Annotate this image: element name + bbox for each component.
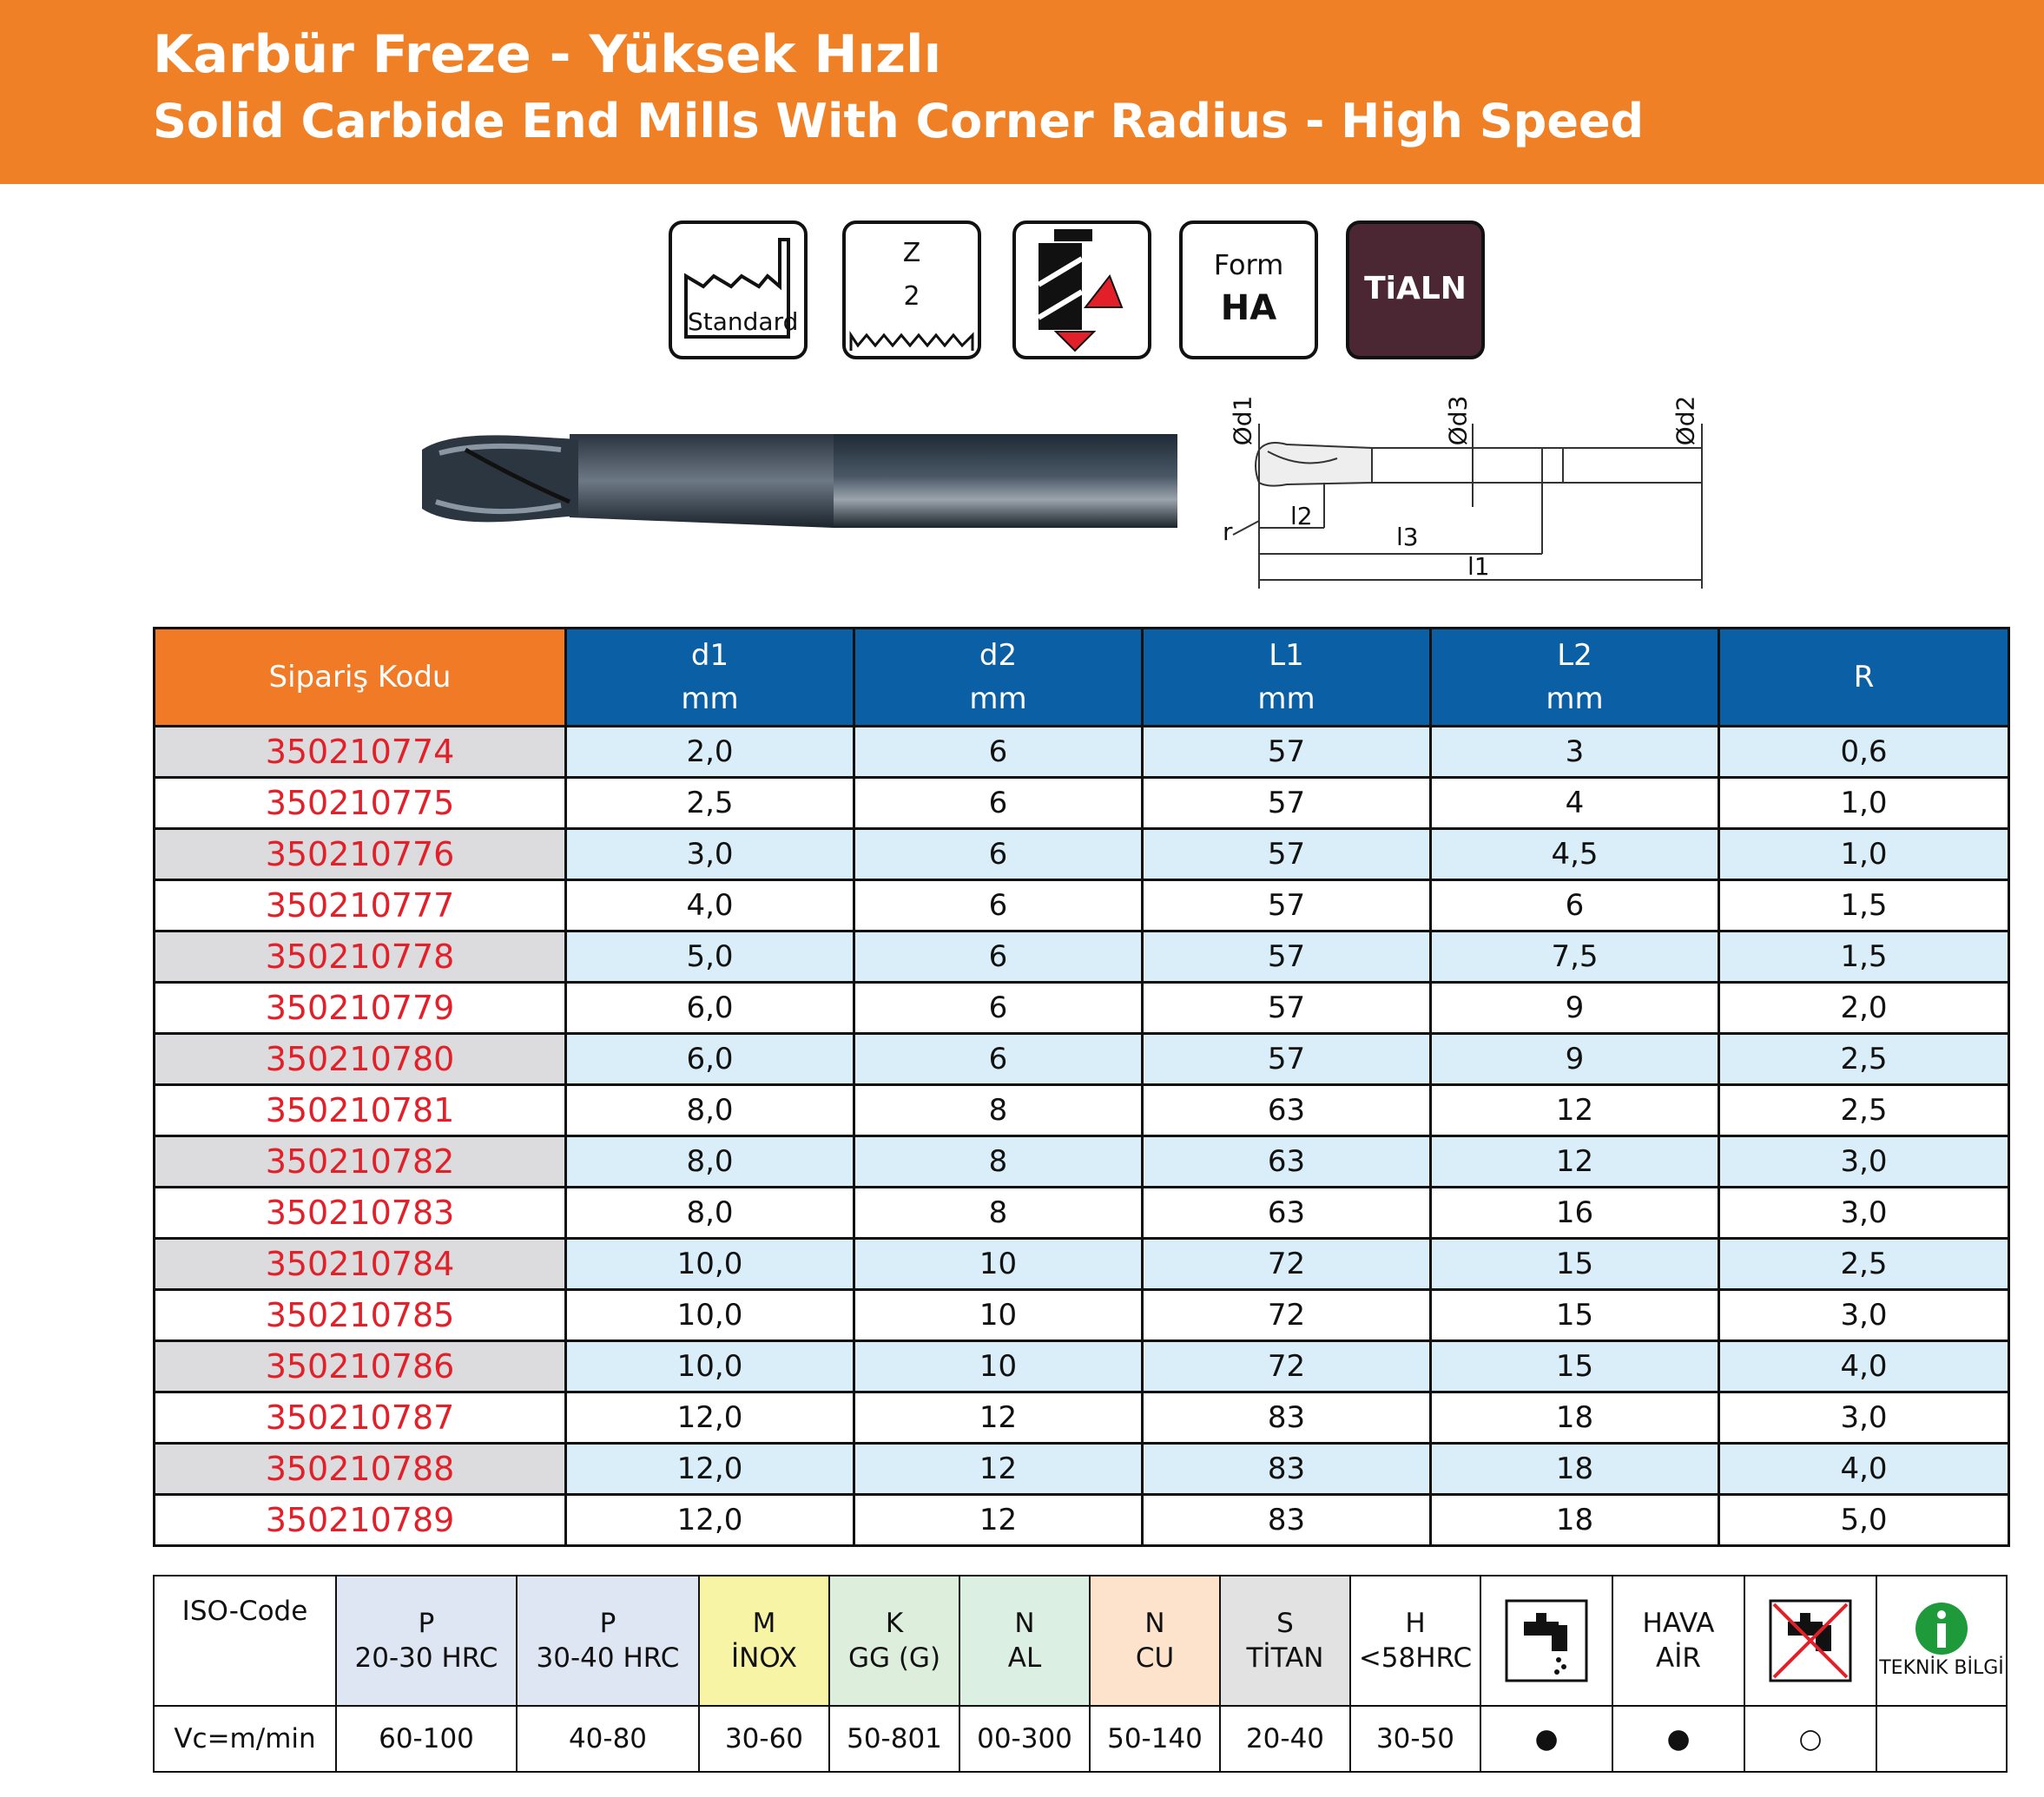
- cell-d1: 5,0: [566, 931, 854, 983]
- dry-vc: ○: [1744, 1706, 1876, 1772]
- cell-L2: 4: [1431, 778, 1719, 829]
- header-banner: [0, 0, 2044, 184]
- cell-R: 3,0: [1719, 1136, 2009, 1188]
- cell-d2: 12: [854, 1495, 1143, 1546]
- cell-d1: 10,0: [566, 1239, 854, 1290]
- coolant-vc: ●: [1480, 1706, 1612, 1772]
- product-table: [153, 627, 2010, 1547]
- cell-d1: 2,5: [566, 778, 854, 829]
- title-english: Solid Carbide End Mills With Corner Radius - High Speed: [153, 94, 1645, 148]
- iso-material-letter: N: [1144, 1608, 1165, 1639]
- header-d2-unit: mm: [969, 681, 1027, 716]
- air-vc: ●: [1612, 1706, 1744, 1772]
- form-label: Form: [1213, 248, 1284, 281]
- cell-code: 350210785: [155, 1290, 566, 1341]
- dimension-diagram: [1207, 380, 1745, 597]
- cell-L2: 12: [1431, 1085, 1719, 1136]
- cell-code: 350210788: [155, 1444, 566, 1495]
- iso-material-letter: P: [599, 1608, 616, 1639]
- z-value: 2: [903, 281, 920, 312]
- cell-d2: 8: [854, 1188, 1143, 1239]
- cell-L2: 9: [1431, 983, 1719, 1034]
- table-header-row: [155, 629, 2009, 727]
- cell-L2: 15: [1431, 1341, 1719, 1392]
- cell-code: 350210780: [155, 1034, 566, 1085]
- cell-L2: 4,5: [1431, 829, 1719, 880]
- vc-value: 00-300: [959, 1706, 1090, 1772]
- cell-R: 2,5: [1719, 1239, 2009, 1290]
- iso-material-cell: [336, 1576, 517, 1706]
- form-value: HA: [1220, 288, 1277, 328]
- iso-code-text: ISO-Code: [181, 1596, 308, 1627]
- iso-material-letter: H: [1405, 1608, 1426, 1639]
- cell-d2: 12: [854, 1444, 1143, 1495]
- info-icon[interactable]: [1914, 1601, 1969, 1656]
- cell-code: 350210784: [155, 1239, 566, 1290]
- air-top: HAVA: [1642, 1608, 1715, 1639]
- table-row: [155, 829, 2009, 880]
- table-row: [155, 1136, 2009, 1188]
- z-label: Z: [902, 238, 921, 268]
- iso-vc-row: [154, 1706, 2007, 1772]
- table-row: [155, 880, 2009, 931]
- cell-code: 350210777: [155, 880, 566, 931]
- iso-material-letter: S: [1276, 1608, 1294, 1639]
- vc-value: 30-60: [699, 1706, 829, 1772]
- cell-d1: 8,0: [566, 1136, 854, 1188]
- vc-value: 50-801: [829, 1706, 959, 1772]
- table-row: [155, 1392, 2009, 1444]
- iso-material-cell: [1220, 1576, 1350, 1706]
- coolant-icon-cell: [1480, 1576, 1612, 1706]
- cell-L1: 83: [1143, 1392, 1431, 1444]
- cell-d1: 8,0: [566, 1188, 854, 1239]
- cell-R: 1,0: [1719, 778, 2009, 829]
- iso-material-cell: [699, 1576, 829, 1706]
- header-d1: [566, 629, 854, 727]
- cell-R: 3,0: [1719, 1188, 2009, 1239]
- cell-d1: 4,0: [566, 880, 854, 931]
- cell-L2: 12: [1431, 1136, 1719, 1188]
- cell-L1: 57: [1143, 727, 1431, 778]
- vc-value: 30-50: [1350, 1706, 1480, 1772]
- vc-value: 20-40: [1220, 1706, 1350, 1772]
- cell-d2: 8: [854, 1136, 1143, 1188]
- cell-R: 2,5: [1719, 1085, 2009, 1136]
- coating-label: TiALN: [1364, 271, 1467, 306]
- cell-code: 350210776: [155, 829, 566, 880]
- cell-d1: 2,0: [566, 727, 854, 778]
- end-mill-photo: [413, 415, 1177, 543]
- iso-material-letter: K: [885, 1608, 904, 1639]
- cell-L1: 63: [1143, 1188, 1431, 1239]
- table-row: [155, 1495, 2009, 1546]
- cell-R: 1,5: [1719, 880, 2009, 931]
- table-row: [155, 1239, 2009, 1290]
- cell-R: 2,5: [1719, 1034, 2009, 1085]
- cell-d1: 6,0: [566, 1034, 854, 1085]
- table-row: [155, 1034, 2009, 1085]
- iso-material-desc: 20-30 HRC: [354, 1642, 498, 1674]
- vc-value: 40-80: [517, 1706, 699, 1772]
- standard-icon: [669, 221, 808, 359]
- table-row: [155, 1290, 2009, 1341]
- diagram-l1-label: l1: [1467, 552, 1490, 581]
- technical-info-cell[interactable]: [1876, 1576, 2007, 1706]
- cell-L1: 57: [1143, 931, 1431, 983]
- cell-d2: 8: [854, 1085, 1143, 1136]
- cell-L1: 72: [1143, 1239, 1431, 1290]
- cell-code: 350210789: [155, 1495, 566, 1546]
- iso-code-label: [154, 1576, 336, 1706]
- iso-material-desc: CU: [1135, 1642, 1175, 1674]
- iso-material-desc: AL: [1007, 1642, 1042, 1674]
- iso-material-cell: [1090, 1576, 1220, 1706]
- header-L2-label: L2: [1557, 638, 1592, 673]
- header-L1-unit: mm: [1257, 681, 1315, 716]
- cell-d2: 6: [854, 829, 1143, 880]
- iso-material-cell: [959, 1576, 1090, 1706]
- table-row: [155, 1085, 2009, 1136]
- iso-material-letter: P: [418, 1608, 435, 1639]
- cell-L1: 57: [1143, 1034, 1431, 1085]
- vc-value: 60-100: [336, 1706, 517, 1772]
- cell-code: 350210781: [155, 1085, 566, 1136]
- cutting-direction-icon: [1012, 221, 1151, 359]
- cell-code: 350210786: [155, 1341, 566, 1392]
- cell-d1: 10,0: [566, 1341, 854, 1392]
- cell-code: 350210775: [155, 778, 566, 829]
- coating-tialn-icon: [1346, 221, 1485, 359]
- header-d2-label: d2: [979, 638, 1018, 673]
- cell-L2: 9: [1431, 1034, 1719, 1085]
- iso-material-cell: [517, 1576, 699, 1706]
- table-row: [155, 1341, 2009, 1392]
- cell-L1: 57: [1143, 778, 1431, 829]
- diagram-d2-label: Ød2: [1671, 395, 1700, 446]
- header-L1-label: L1: [1269, 638, 1304, 673]
- cell-L1: 72: [1143, 1341, 1431, 1392]
- cell-L2: 18: [1431, 1392, 1719, 1444]
- cell-code: 350210782: [155, 1136, 566, 1188]
- cell-L1: 83: [1143, 1495, 1431, 1546]
- table-row: [155, 1444, 2009, 1495]
- cell-d2: 6: [854, 983, 1143, 1034]
- info-vc-empty: [1876, 1706, 2007, 1772]
- technical-info-label: TEKNİK BİLGİ: [1879, 1657, 2004, 1679]
- cell-d2: 6: [854, 880, 1143, 931]
- cell-R: 3,0: [1719, 1392, 2009, 1444]
- cell-R: 5,0: [1719, 1495, 2009, 1546]
- vc-value: 50-140: [1090, 1706, 1220, 1772]
- cell-d2: 10: [854, 1341, 1143, 1392]
- cell-L2: 16: [1431, 1188, 1719, 1239]
- no-coolant-icon: [1769, 1599, 1852, 1682]
- iso-cutting-speed-table: [153, 1575, 2008, 1773]
- diagram-d1-label: Ød1: [1228, 395, 1257, 446]
- cell-L2: 18: [1431, 1444, 1719, 1495]
- cell-d2: 6: [854, 931, 1143, 983]
- iso-material-desc: 30-40 HRC: [536, 1642, 680, 1674]
- cell-L2: 7,5: [1431, 931, 1719, 983]
- cell-d1: 3,0: [566, 829, 854, 880]
- header-d1-label: d1: [690, 638, 729, 673]
- header-L2-unit: mm: [1546, 681, 1604, 716]
- cell-L1: 57: [1143, 880, 1431, 931]
- air-cell: [1612, 1576, 1744, 1706]
- cell-R: 4,0: [1719, 1444, 2009, 1495]
- iso-material-desc: TİTAN: [1246, 1642, 1324, 1674]
- flutes-icon: [842, 221, 981, 359]
- coolant-tap-icon: [1505, 1599, 1588, 1682]
- cell-code: 350210774: [155, 727, 566, 778]
- cell-L1: 72: [1143, 1290, 1431, 1341]
- cell-d1: 12,0: [566, 1444, 854, 1495]
- iso-material-letter: N: [1014, 1608, 1035, 1639]
- cell-d1: 12,0: [566, 1392, 854, 1444]
- cell-code: 350210783: [155, 1188, 566, 1239]
- header-L1: [1143, 629, 1431, 727]
- diagram-l3-label: l3: [1396, 523, 1419, 551]
- dry-icon-cell: [1744, 1576, 1876, 1706]
- iso-material-row: [154, 1576, 2007, 1706]
- cell-L1: 57: [1143, 829, 1431, 880]
- standard-label: Standard: [688, 307, 799, 336]
- header-order-code: Sipariş Kodu: [155, 629, 566, 727]
- vc-label: Vc=m/min: [154, 1706, 336, 1772]
- cell-L2: 6: [1431, 880, 1719, 931]
- iso-material-cell: [1350, 1576, 1480, 1706]
- cell-L1: 57: [1143, 983, 1431, 1034]
- air-bottom: AİR: [1656, 1642, 1701, 1674]
- iso-material-cell: [829, 1576, 959, 1706]
- cell-d1: 12,0: [566, 1495, 854, 1546]
- diagram-l2-label: l2: [1290, 502, 1313, 530]
- table-row: [155, 931, 2009, 983]
- table-row: [155, 778, 2009, 829]
- cell-L2: 15: [1431, 1239, 1719, 1290]
- header-d2: [854, 629, 1143, 727]
- diagram-d3-label: Ød3: [1443, 395, 1473, 446]
- table-row: [155, 983, 2009, 1034]
- iso-material-letter: M: [752, 1608, 776, 1639]
- cell-L2: 3: [1431, 727, 1719, 778]
- cell-code: 350210787: [155, 1392, 566, 1444]
- cell-L1: 83: [1143, 1444, 1431, 1495]
- header-d1-unit: mm: [681, 681, 739, 716]
- header-R: R: [1719, 629, 2009, 727]
- cell-R: 1,0: [1719, 829, 2009, 880]
- cell-L1: 63: [1143, 1136, 1431, 1188]
- cell-d1: 6,0: [566, 983, 854, 1034]
- cell-d1: 8,0: [566, 1085, 854, 1136]
- cell-L1: 63: [1143, 1085, 1431, 1136]
- cell-d2: 6: [854, 727, 1143, 778]
- cell-d2: 6: [854, 1034, 1143, 1085]
- form-ha-icon: [1179, 221, 1318, 359]
- cell-R: 4,0: [1719, 1341, 2009, 1392]
- table-row: [155, 727, 2009, 778]
- table-row: [155, 1188, 2009, 1239]
- cell-R: 1,5: [1719, 931, 2009, 983]
- cell-d2: 10: [854, 1239, 1143, 1290]
- cell-R: 0,6: [1719, 727, 2009, 778]
- cell-L2: 15: [1431, 1290, 1719, 1341]
- header-L2: [1431, 629, 1719, 727]
- cell-code: 350210778: [155, 931, 566, 983]
- cell-d2: 6: [854, 778, 1143, 829]
- iso-material-desc: İNOX: [731, 1642, 797, 1674]
- diagram-r-label: r: [1223, 517, 1233, 546]
- title-turkish: Karbür Freze - Yüksek Hızlı: [153, 24, 942, 85]
- cell-code: 350210779: [155, 983, 566, 1034]
- iso-material-desc: <58HRC: [1358, 1642, 1473, 1674]
- iso-material-desc: GG (G): [847, 1642, 941, 1674]
- cell-R: 2,0: [1719, 983, 2009, 1034]
- cell-R: 3,0: [1719, 1290, 2009, 1341]
- cell-d1: 10,0: [566, 1290, 854, 1341]
- cell-d2: 12: [854, 1392, 1143, 1444]
- cell-d2: 10: [854, 1290, 1143, 1341]
- cell-L2: 18: [1431, 1495, 1719, 1546]
